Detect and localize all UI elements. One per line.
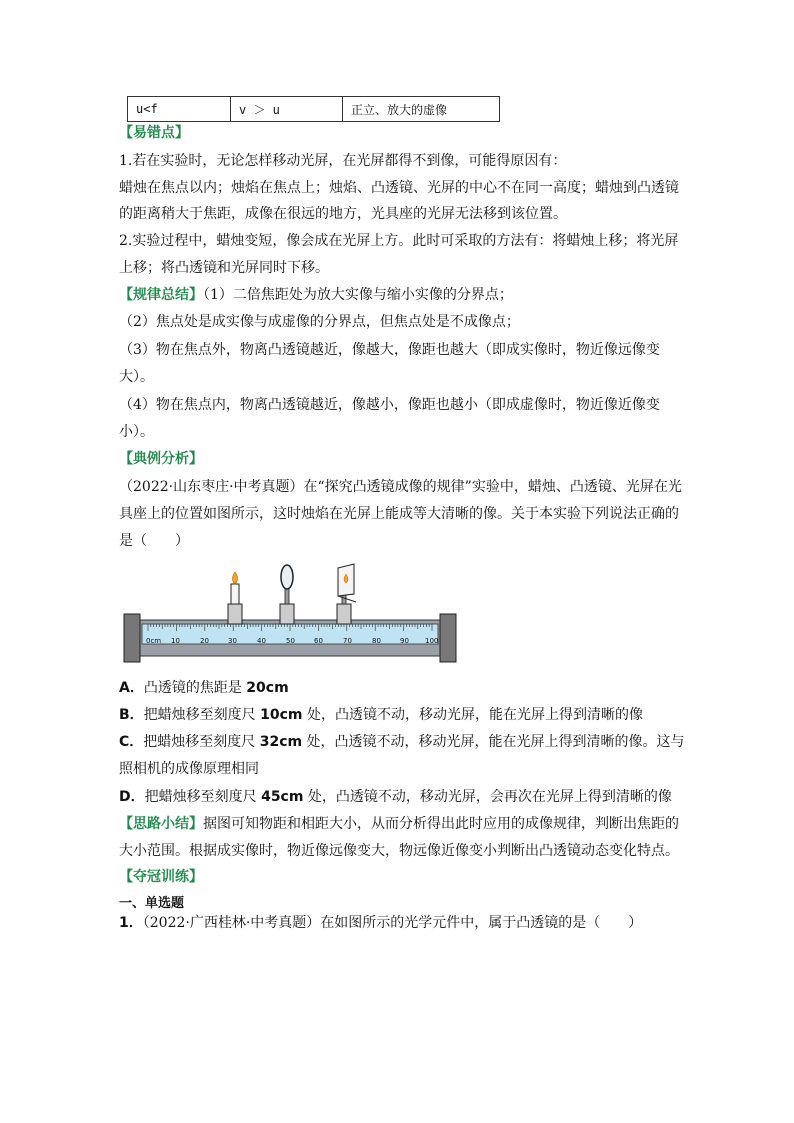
errors-paragraph: 1.若在实验时，无论怎样移动光屏，在光屏都得不到像，可能得原因有：	[119, 153, 567, 169]
rules-item: （3）物在焦点外，物离凸透镜越近，像越大，像距也越大（即成实像时，物近像远像变	[119, 342, 660, 358]
option-text: 处，凸透镜不动，移动光屏，能在光屏上得到清晰的像。这与	[302, 734, 685, 750]
option-c-continued: 照相机的成像原理相同	[119, 761, 259, 777]
option-label: B．	[119, 707, 144, 723]
ruler-label: 10	[171, 637, 180, 645]
summary-heading: 【思路小结】	[119, 816, 203, 832]
ruler-label: 100	[425, 637, 439, 645]
errors-paragraph: 蜡烛在焦点以内；烛焰在焦点上；烛焰、凸透镜、光屏的中心不在同一高度；蜡烛到凸透镜	[119, 180, 679, 196]
errors-paragraph: 的距离稍大于焦距，成像在很远的地方，光具座的光屏无法移到该位置。	[119, 206, 567, 222]
convex-lens	[280, 565, 294, 624]
imaging-table	[127, 96, 500, 122]
example-heading: 【典例分析】	[119, 451, 203, 467]
ruler-label: 40	[257, 637, 266, 645]
ruler-label: 80	[372, 637, 381, 645]
errors-heading: 【易错点】	[119, 125, 189, 141]
option-text: 把蜡烛移至刻度尺	[143, 707, 261, 723]
training-question	[119, 913, 642, 933]
option-value: 20cm	[246, 680, 289, 696]
option-label: A．	[119, 680, 144, 696]
errors-paragraph: 上移；将凸透镜和光屏同时下移。	[119, 260, 329, 276]
rules-heading: 【规律总结】	[119, 287, 203, 303]
ruler-label: 20	[200, 637, 209, 645]
rules-item: （1）二倍焦距处为放大实像与缩小实像的分界点；	[203, 287, 513, 303]
ruler-label: 60	[314, 637, 323, 645]
table-cell: 正立、放大的虚像	[343, 97, 500, 122]
example-question: 是（ ）	[119, 533, 189, 549]
ruler-label: 50	[286, 637, 295, 645]
rules-item: （4）物在焦点内，物离凸透镜越近，像越小，像距也越小（即成虚像时，物近像近像变	[119, 397, 660, 413]
summary-text: 大小范围。根据成实像时，物近像远像变大，物远像近像变小判断出凸透镜动态变化特点。	[119, 843, 679, 859]
option-value: 10cm	[260, 707, 303, 723]
option-text: 把蜡烛移至刻度尺	[144, 789, 262, 805]
option-a	[119, 678, 289, 698]
table-row	[128, 97, 500, 122]
rules-line	[119, 285, 513, 305]
ruler-label: 0cm	[146, 637, 162, 645]
option-c	[119, 732, 685, 752]
example-question: 具座上的位置如图所示，这时烛焰在光屏上能成等大清晰的像。关于本实验下列说法正确的	[119, 506, 679, 522]
option-text: 凸透镜的焦距是	[143, 680, 247, 696]
table-cell: u<f	[128, 97, 231, 122]
ruler-label: 90	[400, 637, 409, 645]
option-text: 处，凸透镜不动，移动光屏，能在光屏上得到清晰的像	[302, 707, 643, 723]
candle	[228, 572, 242, 624]
option-value: 32cm	[259, 734, 303, 750]
question-text: （2022·广西桂林·中考真题）在如图所示的光学元件中，属于凸透镜的是（ ）	[142, 915, 643, 931]
summary-text: 据图可知物距和相距大小，从而分析得出此时应用的成像规律，判断出焦距的	[203, 816, 679, 832]
training-subheading: 一、单选题	[119, 896, 185, 911]
flame-icon	[233, 572, 238, 584]
ruler-label: 30	[228, 637, 237, 645]
option-d	[119, 787, 672, 807]
rules-item: 大）。	[119, 369, 154, 385]
table-cell: v ＞ u	[231, 97, 343, 122]
option-text: 处，凸透镜不动，移动光屏，会再次在光屏上得到清晰的像	[303, 789, 672, 805]
summary-line	[119, 814, 679, 834]
training-heading: 【夺冠训练】	[119, 869, 203, 885]
light-screen	[337, 564, 356, 624]
question-number: 1．	[119, 915, 143, 931]
option-label: C．	[119, 734, 144, 750]
option-b	[119, 705, 643, 725]
errors-paragraph: 2.实验过程中，蜡烛变短，像会成在光屏上方。此时可采取的方法有：将蜡烛上移；将光屏	[119, 233, 679, 249]
option-value: 45cm	[261, 789, 304, 805]
option-label: D．	[119, 789, 145, 805]
rules-item: 小）。	[119, 424, 154, 440]
ruler-label: 70	[343, 637, 352, 645]
rules-item: （2）焦点处是成实像与成虚像的分界点，但焦点处是不成像点；	[119, 314, 520, 330]
option-text: 把蜡烛移至刻度尺	[143, 734, 260, 750]
optical-bench-figure	[120, 562, 460, 672]
example-question: （2022·山东枣庄·中考真题）在“探究凸透镜成像的规律”实验中，蜡烛、凸透镜、光屏在光	[119, 479, 682, 495]
